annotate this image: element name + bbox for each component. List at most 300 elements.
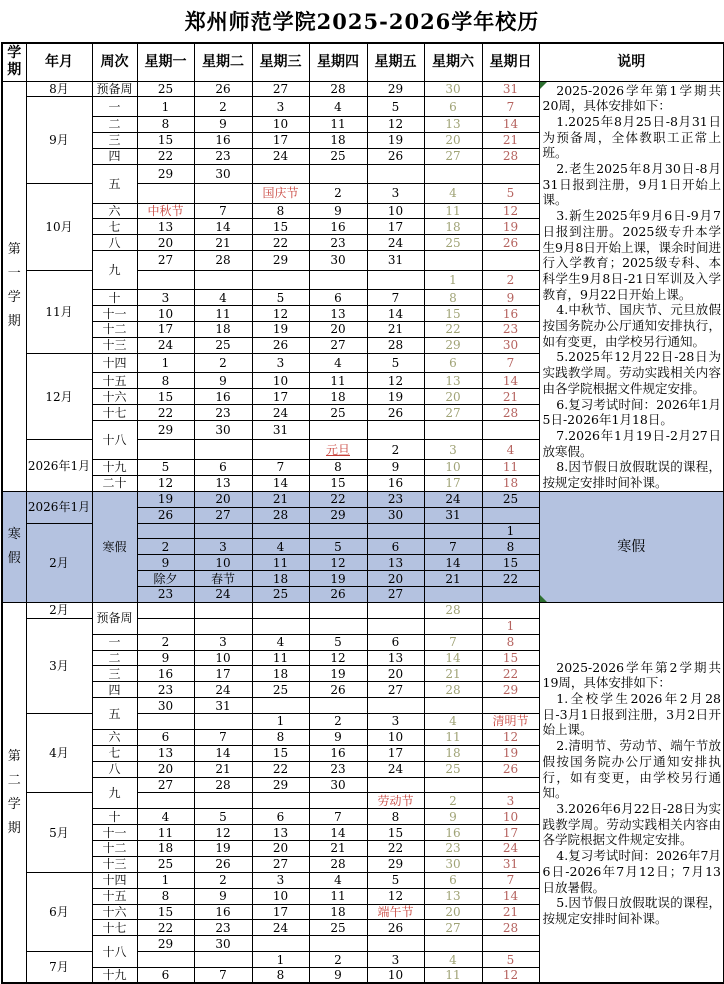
day-cell [309, 793, 367, 809]
day-cell: 5 [309, 539, 367, 555]
day-cell: 29 [252, 251, 309, 271]
day-cell: 10 [367, 203, 424, 219]
day-cell: 18 [309, 904, 367, 920]
day-cell [482, 420, 539, 440]
day-cell: 23 [367, 491, 424, 507]
day-cell: 25 [482, 491, 539, 507]
day-cell: 2 [194, 353, 252, 373]
week-label: 十 [92, 809, 137, 825]
day-cell [194, 602, 252, 618]
day-cell [367, 523, 424, 539]
day-cell: 26 [367, 920, 424, 936]
day-cell [367, 270, 424, 290]
day-cell: 9 [482, 290, 539, 306]
day-cell: 26 [367, 148, 424, 164]
day-cell [194, 523, 252, 539]
day-cell: 4 [252, 634, 309, 650]
day-cell: 5 [482, 184, 539, 204]
day-cell: 31 [482, 81, 539, 97]
day-cell: 6 [424, 353, 482, 373]
day-cell: 24 [252, 148, 309, 164]
week-label: 十二 [92, 841, 137, 857]
day-cell: 31 [424, 507, 482, 523]
day-cell: 10 [194, 555, 252, 571]
day-cell: 4 [424, 714, 482, 730]
day-cell: 12 [367, 116, 424, 132]
day-cell [137, 523, 194, 539]
day-cell: 3 [137, 290, 194, 306]
day-cell: 5 [252, 290, 309, 306]
day-cell: 22 [367, 841, 424, 857]
week-label: 二 [92, 650, 137, 666]
week-label: 十三 [92, 337, 137, 353]
day-cell [482, 602, 539, 618]
day-cell: 22 [137, 405, 194, 421]
day-cell: 1 [137, 97, 194, 117]
day-cell: 25 [309, 920, 367, 936]
day-cell: 4 [137, 809, 194, 825]
day-cell: 20 [424, 389, 482, 405]
day-cell: 11 [309, 373, 367, 389]
day-cell: 3 [367, 184, 424, 204]
day-cell: 21 [424, 666, 482, 682]
week-label: 十九 [92, 968, 137, 984]
header-wednesday: 星期三 [252, 43, 309, 81]
day-cell: 16 [482, 306, 539, 322]
day-cell: 6 [137, 968, 194, 984]
week-label: 十三 [92, 856, 137, 872]
week-label: 四 [92, 148, 137, 164]
day-cell: 30 [424, 81, 482, 97]
day-cell: 2 [424, 793, 482, 809]
day-cell: 22 [137, 148, 194, 164]
note-paragraph: 4.复习考试时间：2026年7月6日-2026年7月12日；7月13日放暑假。 [542, 848, 721, 895]
day-cell: 24 [194, 587, 252, 603]
holiday-cell: 劳动节 [367, 793, 424, 809]
day-cell [194, 184, 252, 204]
day-cell: 7 [482, 353, 539, 373]
day-cell: 6 [252, 809, 309, 825]
week-label: 一 [92, 97, 137, 117]
excel-marker-icon [540, 595, 547, 602]
day-cell: 6 [424, 872, 482, 888]
day-cell: 11 [309, 116, 367, 132]
day-cell: 3 [482, 793, 539, 809]
day-cell: 25 [194, 337, 252, 353]
note-paragraph: 6.复习考试时间：2026年1月5日-2026年1月18日。 [542, 396, 721, 428]
week-label: 十一 [92, 825, 137, 841]
day-cell: 25 [309, 405, 367, 421]
day-cell: 20 [424, 132, 482, 148]
day-cell: 7 [194, 968, 252, 984]
day-cell: 10 [252, 116, 309, 132]
day-cell: 9 [309, 203, 367, 219]
day-cell: 7 [367, 290, 424, 306]
day-cell: 22 [482, 571, 539, 587]
day-cell: 12 [194, 825, 252, 841]
day-cell: 9 [137, 650, 194, 666]
day-cell: 14 [482, 888, 539, 904]
day-cell: 3 [194, 539, 252, 555]
day-cell: 25 [137, 856, 194, 872]
month-label: 5月 [26, 793, 92, 872]
day-cell: 12 [309, 555, 367, 571]
day-cell: 27 [252, 81, 309, 97]
day-cell: 10 [367, 968, 424, 984]
day-cell: 7 [424, 539, 482, 555]
day-cell: 19 [367, 132, 424, 148]
day-cell: 9 [424, 809, 482, 825]
day-cell: 27 [252, 856, 309, 872]
day-cell: 13 [424, 116, 482, 132]
calendar-table [1, 42, 724, 984]
day-cell: 13 [424, 373, 482, 389]
day-cell [424, 523, 482, 539]
week-label: 八 [92, 235, 137, 251]
day-cell: 2 [482, 270, 539, 290]
week-label: 十 [92, 290, 137, 306]
day-cell: 18 [309, 389, 367, 405]
day-cell: 28 [252, 507, 309, 523]
day-cell: 1 [482, 523, 539, 539]
day-cell: 20 [137, 761, 194, 777]
day-cell [367, 777, 424, 793]
day-cell: 7 [482, 97, 539, 117]
day-cell: 2 [194, 97, 252, 117]
day-cell [309, 164, 367, 184]
day-cell [424, 587, 482, 603]
day-cell: 23 [137, 682, 194, 698]
day-cell [424, 251, 482, 271]
day-cell: 19 [482, 219, 539, 235]
day-cell: 29 [309, 507, 367, 523]
day-cell: 17 [367, 219, 424, 235]
day-cell: 27 [424, 920, 482, 936]
day-cell: 5 [482, 952, 539, 968]
day-cell: 11 [482, 460, 539, 476]
day-cell: 13 [367, 650, 424, 666]
week-label: 六 [92, 729, 137, 745]
day-cell: 8 [367, 809, 424, 825]
day-cell: 10 [252, 373, 309, 389]
day-cell: 13 [424, 888, 482, 904]
day-cell: 30 [309, 251, 367, 271]
holiday-cell: 春节 [194, 571, 252, 587]
day-cell: 9 [309, 729, 367, 745]
day-cell: 26 [309, 682, 367, 698]
header-sunday: 星期日 [482, 43, 539, 81]
winter-note-label: 寒假 [617, 538, 646, 555]
month-label: 3月 [26, 618, 92, 713]
day-cell: 26 [137, 507, 194, 523]
day-cell: 4 [482, 440, 539, 460]
day-cell: 8 [482, 634, 539, 650]
day-cell: 29 [252, 777, 309, 793]
day-cell: 9 [194, 888, 252, 904]
day-cell: 28 [194, 251, 252, 271]
day-cell: 30 [424, 856, 482, 872]
day-cell [137, 793, 194, 809]
day-cell: 28 [424, 602, 482, 618]
day-cell [309, 698, 367, 714]
day-cell: 17 [367, 745, 424, 761]
day-cell: 9 [367, 460, 424, 476]
day-cell: 20 [252, 841, 309, 857]
day-cell: 21 [367, 322, 424, 338]
day-cell [252, 523, 309, 539]
winter-note-cell [539, 491, 724, 602]
month-label: 2月 [26, 523, 92, 602]
day-cell: 5 [367, 97, 424, 117]
day-cell: 16 [424, 825, 482, 841]
day-cell: 27 [424, 405, 482, 421]
day-cell: 14 [424, 650, 482, 666]
day-cell [424, 936, 482, 952]
day-cell: 30 [482, 337, 539, 353]
day-cell: 2 [137, 539, 194, 555]
day-cell: 3 [194, 634, 252, 650]
day-cell: 8 [252, 203, 309, 219]
day-cell: 27 [194, 507, 252, 523]
day-cell: 19 [482, 745, 539, 761]
month-label: 10月 [26, 184, 92, 271]
day-cell: 11 [137, 825, 194, 841]
day-cell: 23 [194, 405, 252, 421]
day-cell: 13 [137, 219, 194, 235]
day-cell: 11 [424, 203, 482, 219]
day-cell: 29 [482, 682, 539, 698]
day-cell [194, 714, 252, 730]
day-cell: 7 [194, 203, 252, 219]
day-cell: 11 [424, 729, 482, 745]
day-cell [137, 270, 194, 290]
day-cell: 22 [252, 761, 309, 777]
day-cell: 22 [309, 491, 367, 507]
header-monday: 星期一 [137, 43, 194, 81]
day-cell: 24 [482, 841, 539, 857]
week-label: 十七 [92, 405, 137, 421]
day-cell: 20 [367, 571, 424, 587]
day-cell [309, 602, 367, 618]
day-cell: 14 [482, 116, 539, 132]
day-cell: 14 [194, 219, 252, 235]
day-cell [252, 164, 309, 184]
week-label: 预备周 [92, 81, 137, 97]
day-cell: 23 [137, 587, 194, 603]
day-cell: 28 [309, 856, 367, 872]
month-label: 2月 [26, 602, 92, 618]
day-cell: 9 [309, 968, 367, 984]
day-cell: 3 [367, 714, 424, 730]
day-cell: 19 [194, 841, 252, 857]
day-cell: 7 [252, 460, 309, 476]
day-cell: 21 [482, 132, 539, 148]
note-paragraph: 2025-2026学年第1学期共20周，具体安排如下： [542, 82, 721, 114]
day-cell: 29 [137, 936, 194, 952]
week-label: 一 [92, 634, 137, 650]
day-cell: 5 [309, 634, 367, 650]
day-cell: 11 [252, 650, 309, 666]
day-cell [424, 777, 482, 793]
day-cell: 21 [482, 904, 539, 920]
day-cell: 19 [309, 571, 367, 587]
week-label: 七 [92, 745, 137, 761]
day-cell: 6 [367, 634, 424, 650]
day-cell [367, 164, 424, 184]
holiday-cell: 元旦 [309, 440, 367, 460]
day-cell: 17 [252, 389, 309, 405]
day-cell: 20 [194, 491, 252, 507]
day-cell: 4 [309, 353, 367, 373]
page-title: 郑州师范学院2025-2026学年校历 [184, 9, 540, 34]
day-cell [309, 420, 367, 440]
day-cell: 28 [482, 148, 539, 164]
day-cell: 23 [424, 841, 482, 857]
day-cell: 15 [252, 219, 309, 235]
day-cell [309, 618, 367, 634]
day-cell: 4 [194, 290, 252, 306]
day-cell [482, 587, 539, 603]
day-cell: 3 [367, 952, 424, 968]
header-thursday: 星期四 [309, 43, 367, 81]
day-cell: 14 [367, 306, 424, 322]
week-label: 寒假 [92, 491, 137, 602]
week-label: 六 [92, 203, 137, 219]
day-cell [137, 714, 194, 730]
note-paragraph: 1.2025年8月25日-8月31日为预备周，全体教职工正常上班。 [542, 113, 721, 161]
day-cell: 12 [137, 475, 194, 491]
day-cell: 29 [367, 81, 424, 97]
day-cell [367, 698, 424, 714]
day-cell: 1 [482, 618, 539, 634]
day-cell: 4 [424, 952, 482, 968]
note-paragraph: 2.清明节、劳动节、端午节放假按国务院办公厅通知安排执行，如有变更，由学校另行通知。 [542, 738, 721, 801]
day-cell [482, 936, 539, 952]
day-cell: 16 [367, 475, 424, 491]
day-cell: 19 [367, 389, 424, 405]
month-label: 9月 [26, 97, 92, 184]
day-cell: 23 [194, 148, 252, 164]
day-cell: 11 [252, 555, 309, 571]
day-cell: 29 [424, 337, 482, 353]
day-cell: 27 [424, 148, 482, 164]
day-cell: 6 [309, 290, 367, 306]
day-cell [367, 602, 424, 618]
holiday-cell: 国庆节 [252, 184, 309, 204]
day-cell: 30 [367, 507, 424, 523]
day-cell: 29 [367, 856, 424, 872]
holiday-cell: 除夕 [137, 571, 194, 587]
day-cell: 12 [367, 888, 424, 904]
day-cell: 15 [424, 306, 482, 322]
header-friday: 星期五 [367, 43, 424, 81]
day-cell: 10 [482, 809, 539, 825]
day-cell: 18 [137, 841, 194, 857]
day-cell: 9 [137, 555, 194, 571]
day-cell: 22 [137, 920, 194, 936]
day-cell: 26 [252, 337, 309, 353]
day-cell: 13 [137, 745, 194, 761]
day-cell [252, 440, 309, 460]
day-cell: 22 [482, 666, 539, 682]
day-cell: 21 [309, 841, 367, 857]
holiday-cell: 清明节 [482, 714, 539, 730]
calendar-row [2, 81, 724, 97]
note-paragraph: 4.中秋节、国庆节、元旦放假按国务院办公厅通知安排执行，如有变更，由学校另行通知。 [542, 302, 721, 349]
week-label: 四 [92, 682, 137, 698]
day-cell: 24 [367, 235, 424, 251]
day-cell: 2 [137, 634, 194, 650]
month-label: 6月 [26, 872, 92, 951]
day-cell: 31 [367, 251, 424, 271]
day-cell [482, 777, 539, 793]
day-cell: 25 [137, 81, 194, 97]
day-cell: 4 [424, 184, 482, 204]
day-cell: 18 [424, 219, 482, 235]
week-label: 七 [92, 219, 137, 235]
calendar-row [2, 491, 724, 507]
day-cell: 30 [194, 936, 252, 952]
day-cell: 12 [252, 306, 309, 322]
day-cell: 31 [194, 698, 252, 714]
day-cell: 14 [194, 745, 252, 761]
day-cell: 8 [137, 888, 194, 904]
day-cell: 6 [194, 460, 252, 476]
day-cell [482, 507, 539, 523]
day-cell [137, 618, 194, 634]
day-cell: 18 [309, 132, 367, 148]
semester-label: 第二学期 [2, 602, 26, 983]
week-label: 九 [92, 251, 137, 290]
day-cell: 20 [367, 666, 424, 682]
day-cell: 13 [194, 475, 252, 491]
day-cell: 29 [137, 164, 194, 184]
semester-label: 寒假 [2, 491, 26, 602]
day-cell: 28 [367, 337, 424, 353]
day-cell: 5 [137, 460, 194, 476]
week-label: 十八 [92, 420, 137, 459]
day-cell [252, 270, 309, 290]
day-cell: 10 [367, 729, 424, 745]
day-cell: 1 [137, 353, 194, 373]
day-cell: 25 [309, 148, 367, 164]
day-cell: 8 [252, 968, 309, 984]
note-paragraph: 2025-2026学年第2学期共19周，具体安排如下： [542, 659, 721, 691]
day-cell: 23 [194, 920, 252, 936]
day-cell: 15 [137, 132, 194, 148]
day-cell: 25 [252, 587, 309, 603]
week-label: 三 [92, 132, 137, 148]
day-cell: 17 [194, 666, 252, 682]
day-cell: 21 [424, 571, 482, 587]
week-label: 预备周 [92, 602, 137, 634]
month-label: 11月 [26, 270, 92, 353]
day-cell: 16 [194, 132, 252, 148]
day-cell: 1 [424, 270, 482, 290]
day-cell: 10 [424, 460, 482, 476]
header-semester: 学期 [2, 43, 26, 81]
day-cell: 28 [482, 405, 539, 421]
day-cell: 24 [367, 761, 424, 777]
day-cell: 15 [482, 555, 539, 571]
month-label: 8月 [26, 81, 92, 97]
day-cell: 14 [424, 555, 482, 571]
header-notes: 说明 [539, 43, 724, 81]
semester-label: 第一学期 [2, 81, 26, 491]
calendar-row [2, 602, 724, 618]
day-cell [194, 440, 252, 460]
day-cell: 24 [194, 682, 252, 698]
